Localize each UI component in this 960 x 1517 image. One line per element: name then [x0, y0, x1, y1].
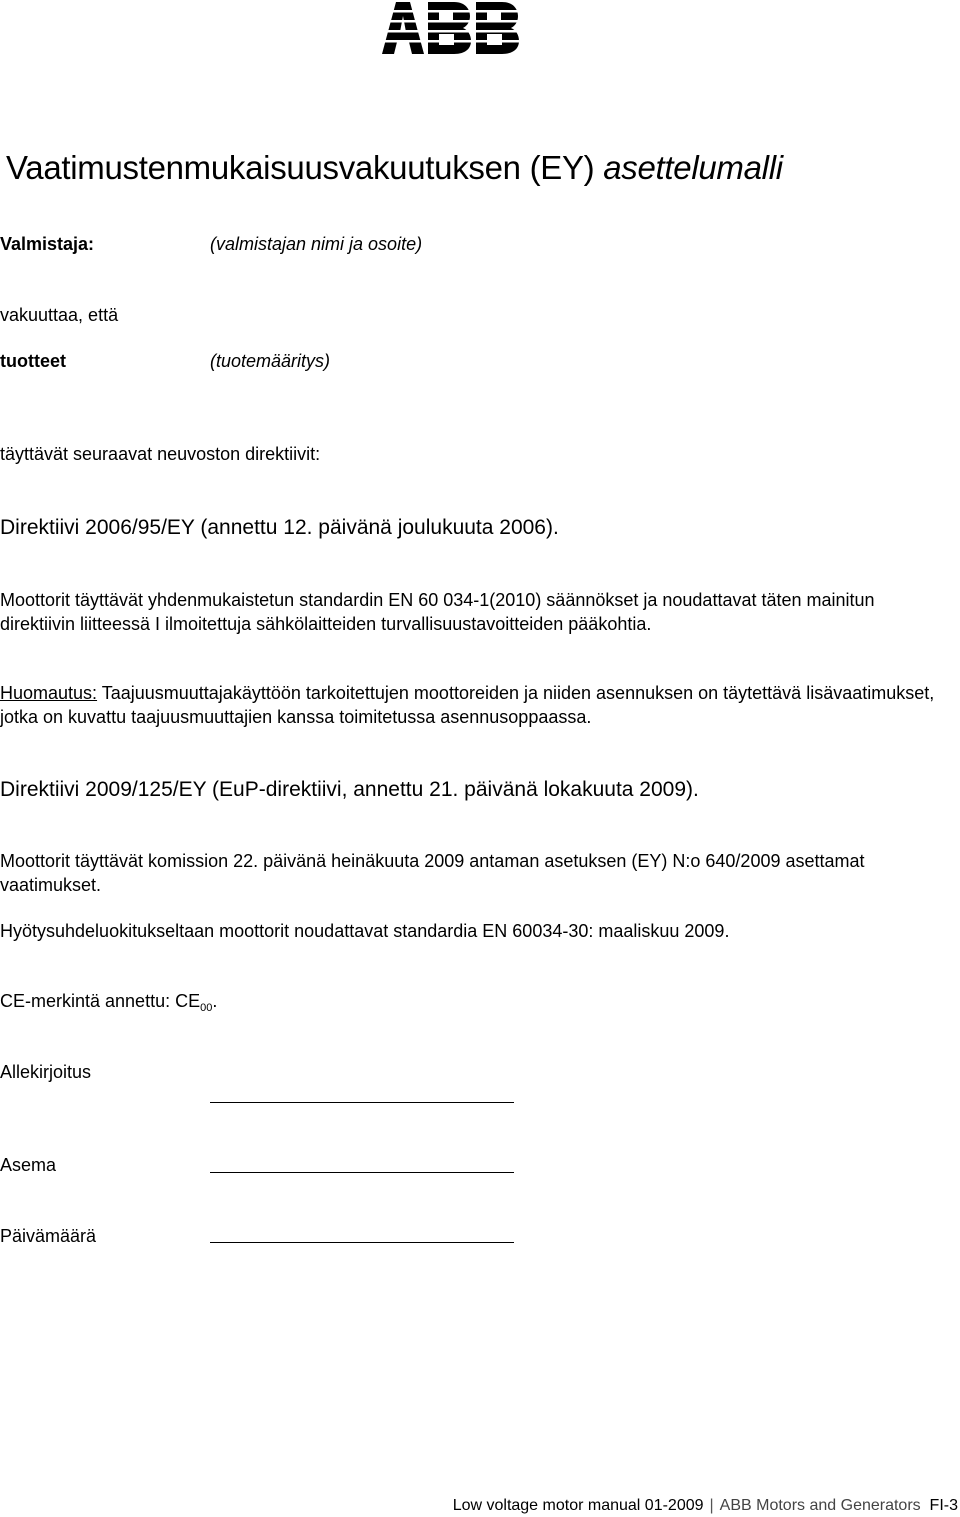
- signature-label: Allekirjoitus: [0, 1062, 92, 1082]
- page-title: [6, 146, 783, 190]
- ce-marking: [0, 989, 217, 1013]
- abb-logo: [380, 0, 522, 56]
- ce-marking-suffix: .: [212, 991, 218, 1011]
- directive2-text1: Moottorit täyttävät komission 22. päivänä heinäkuuta 2009 antaman asetuksen (EY) N:o 640/2009 asettamat vaatimukset.: [0, 851, 865, 895]
- ce-marking-subscript: 00: [200, 1002, 213, 1014]
- footer-manual: Low voltage motor manual 01-2009: [452, 1497, 704, 1514]
- page-footer: [453, 1496, 958, 1516]
- date-label: Päivämäärä: [0, 1226, 97, 1246]
- products-label: tuotteet: [0, 351, 66, 371]
- footer-company: ABB Motors and Generators: [719, 1497, 921, 1514]
- note-text: Taajuusmuuttajakäyttöön tarkoitettujen moottoreiden ja niiden asennuksen on täytettävä lisävaatimukset, jotka on kuvattu taajuusmuuttajien kanssa toimitetussa asennusoppaassa.: [0, 683, 935, 727]
- directive1-heading: Direktiivi 2006/95/EY (annettu 12. päivänä joulukuuta 2006).: [0, 516, 559, 539]
- manufacturer-value: (valmistajan nimi ja osoite): [210, 234, 423, 254]
- title-main: Vaatimustenmukaisuusvakuutuksen (EY): [6, 149, 595, 186]
- signature-line: [210, 1102, 514, 1103]
- fulfil-directives-text: täyttävät seuraavat neuvoston direktiivit:: [0, 444, 321, 464]
- note-label: Huomautus:: [0, 683, 98, 703]
- products-value: (tuotemääritys): [210, 351, 331, 371]
- note-paragraph: [0, 681, 950, 729]
- declares-text: vakuuttaa, että: [0, 305, 119, 325]
- directive1-text: Moottorit täyttävät yhdenmukaistetun standardin EN 60 034-1(2010) säännökset ja noudattavat täten mainitun direktiivin liitteessä I ilmoitettuja sähkölaitteiden turvallisuustavoitteiden pääkohtia.: [0, 590, 875, 634]
- directive2-heading: Direktiivi 2009/125/EY (EuP-direktiivi, annettu 21. päivänä lokakuuta 2009).: [0, 778, 699, 801]
- footer-page-number: FI-3: [929, 1497, 958, 1514]
- directive2-text2: Hyötysuhdeluokitukseltaan moottorit noudattavat standardia EN 60034-30: maaliskuu 2009.: [0, 921, 730, 941]
- position-label: Asema: [0, 1155, 57, 1175]
- position-line: [210, 1172, 514, 1173]
- footer-separator: |: [709, 1497, 714, 1514]
- ce-marking-text: CE-merkintä annettu: CE: [0, 991, 201, 1011]
- date-line: [210, 1242, 514, 1243]
- title-italic: asettelumalli: [603, 149, 783, 186]
- manufacturer-label: Valmistaja:: [0, 234, 95, 254]
